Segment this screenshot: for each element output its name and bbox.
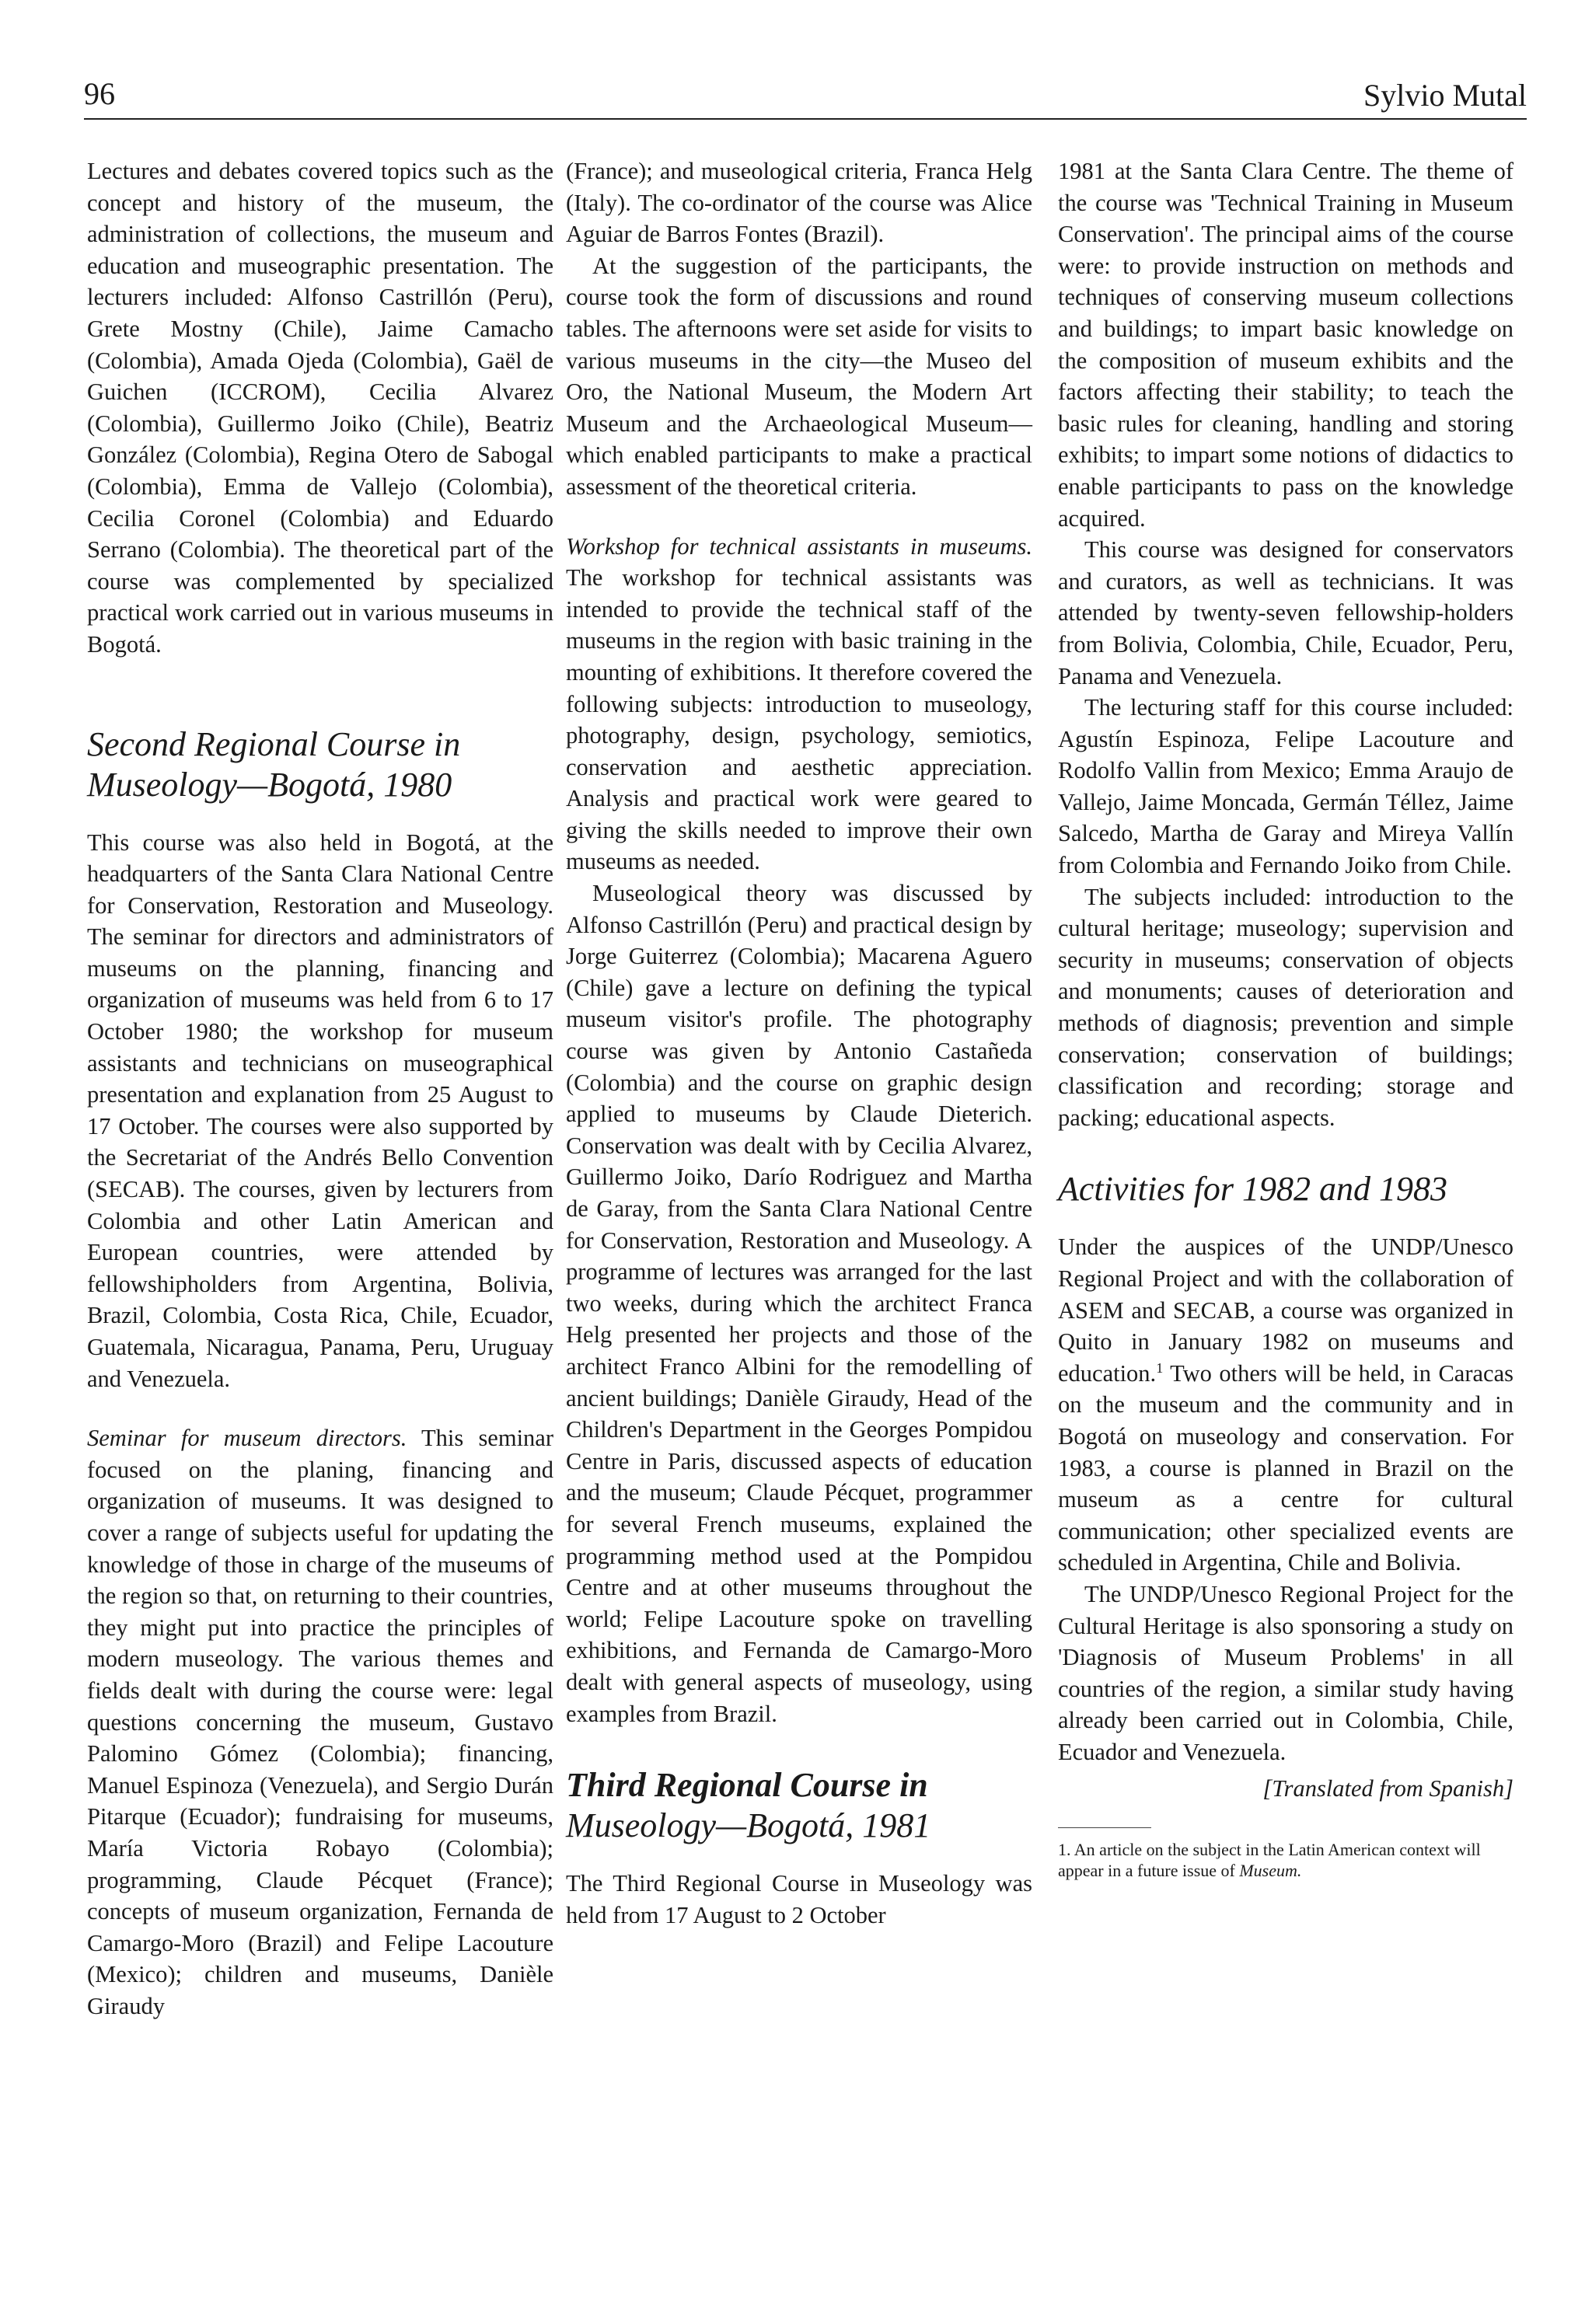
paragraph-text: The workshop for technical assistants was intended to provide the technical staff of the museums in the region with basic training in the mounting of exhibitions. It therefore covered the following subjects: introduction to museology, photography, design, psychology, semiotics, conservation and aesthetic appreciation. Analysis and practical work were geared to giving the skills needed to improve their own museums as needed. bbox=[566, 564, 1032, 875]
paragraph: The lecturing staff for this course included: Agustín Espinoza, Felipe Lacouture and Rodolfo Vallin from Mexico; Emma Araujo de Vallejo, Jaime Moncada, Germán Téllez, Jaime Salcedo, Martha de Garay and Mireya Vallín from Colombia and Fernando Joiko from Chile. bbox=[1058, 694, 1513, 879]
column-3 bbox=[1058, 155, 1513, 1881]
paragraph: 1981 at the Santa Clara Centre. The theme of the course was 'Technical Training in Museum Conservation'. The principal aims of the course were: to provide instruction on methods and techniques of conserving museum collections and buildings; to impart basic knowledge on the composition of museum exhibits and the factors affecting their stability; to teach the basic rules for cleaning, handling and storing exhibits; to impart some notions of didactics to enable participants to pass on the knowledge acquired. bbox=[1058, 158, 1513, 532]
paragraph: At the suggestion of the participants, the course took the form of discussions and round tables. The afternoons were set aside for visits to various museums in the city—the Museo del Oro, the National Museum, the Modern Art Museum and the Archaeological Museum—which enabled participants to make a practical assessment of the theoretical criteria. bbox=[566, 252, 1032, 500]
paragraph-text: Under the auspices of the UNDP/Unesco Regional Project and with the collaboration of ASEM and SECAB, a course was organized in Quito in January 1982 on museums and education. bbox=[1058, 1234, 1513, 1387]
footnote-rule bbox=[1058, 1827, 1151, 1828]
running-header bbox=[84, 72, 1527, 120]
paragraph: Museological theory was discussed by Alfonso Castrillón (Peru) and practical design by Jorge Guiterrez (Colombia); Macarena Aguero (Chile) gave a lecture on defining the typical museum visitor's profile. The photography course was given by Antonio Castañeda (Colombia) and the course on graphic design applied to museums by Claude Dieterich. Conservation was dealt with by Cecilia Alvarez, Guillermo Joiko, Darío Rodriguez and Martha de Garay, from the Santa Clara National Centre for Conservation, Restoration and Museology. A programme of lectures was arranged for the last two weeks, during which the architect Franca Helg presented her projects and those of the architect Franco Albini for the remodelling of ancient buildings; Danièle Giraudy, Head of the Children's Department in the Georges Pompidou Centre in Paris, discussed aspects of education and the museum; Claude Pécquet, programmer for several French museums, explained the programming method used at the Pompidou Centre and at other museums throughout the world; Felipe Lacouture spoke on travelling exhibitions, and Fernanda de Camargo-Moro dealt with general aspects of museology, using examples from Brazil. bbox=[566, 880, 1032, 1727]
paragraph: The Third Regional Course in Museology was held from 17 August to 2 October bbox=[566, 1870, 1032, 1928]
section-heading-second-course bbox=[87, 724, 553, 805]
running-author: Sylvio Mutal bbox=[1363, 78, 1527, 113]
heading-line: Third Regional Course in bbox=[566, 1766, 928, 1805]
heading-line: Museology—Bogotá, 1980 bbox=[87, 765, 452, 804]
run-in-heading: Workshop for technical assistants in museums. bbox=[566, 532, 1032, 560]
paragraph bbox=[87, 1422, 553, 2022]
column-2 bbox=[566, 155, 1032, 1931]
paragraph-text: Two others will be held, in Caracas on the museum and the community and in Bogotá on museology and conservation. For 1983, a course is planned in Brazil on the museum as a centre for cultural communication; other specialized events are scheduled in Argentina, Chile and Bolivia. bbox=[1058, 1359, 1513, 1576]
header-rule bbox=[84, 118, 1527, 120]
paragraph: Lectures and debates covered topics such as the concept and history of the museum, the administration of collections, the museum and education and museographic presentation. The lecturers included: Alfonso Castrillón (Peru), Grete Mostny (Chile), Jaime Camacho (Colombia), Amada Ojeda (Colombia), Gaël de Guichen (ICCROM), Cecilia Alvarez (Colombia), Guillermo Joiko (Chile), Beatriz González (Colombia), Regina Otero de Sabogal (Colombia), Emma de Vallejo (Colombia), Cecilia Coronel (Colombia) and Eduardo Serrano (Colombia). The theoretical part of the course was complemented by specialized practical work carried out in various museums in Bogotá. bbox=[87, 158, 553, 658]
paragraph: The subjects included: introduction to the cultural heritage; museology; supervision and security in museums; conservation of objects and monuments; causes of deterioration and methods of diagnosis; prevention and simple conservation; conservation of buildings; classification and recording; storage and packing; educational aspects. bbox=[1058, 883, 1513, 1131]
paragraph: This course was designed for conservators and curators, as well as technicians. It was attended by twenty-seven fellowship-holders from Bolivia, Colombia, Chile, Ecuador, Peru, Panama and Venezuela. bbox=[1058, 536, 1513, 689]
page-number: 96 bbox=[84, 76, 115, 111]
translation-note: [Translated from Spanish] bbox=[1262, 1774, 1513, 1802]
paragraph bbox=[1058, 1231, 1513, 1579]
section-heading-third-course bbox=[566, 1765, 1032, 1846]
paragraph bbox=[566, 531, 1032, 878]
paragraph-text: This seminar focused on the planing, financing and organization of museums. It was designed to cover a range of subjects useful for updating the knowledge of those in charge of the museums of the region so that, on returning to their countries, they might put into practice the principles of modern museology. The various themes and fields dealt with during the course were: legal questions concerning the museum, Gustavo Palomino Gómez (Colombia); financing, Manuel Espinoza (Venezuela), and Sergio Durán Pitarque (Ecuador); fundraising for museums, María Victoria Robayo (Colombia); programming, Claude Pécquet (France); concepts of museum organization, Fernanda de Camargo-Moro (Brazil) and Felipe Lacouture (Mexico); children and museums, Danièle Giraudy bbox=[87, 1425, 553, 2019]
heading-line: Second Regional Course in bbox=[87, 724, 461, 763]
footnote-journal: Museum. bbox=[1239, 1861, 1302, 1881]
paragraph: The UNDP/Unesco Regional Project for the Cultural Heritage is also sponsoring a study on 'Diagnosis of Museum Problems' in all countries of the region, a similar study having already been carried out in Colombia, Chile, Ecuador and Venezuela. bbox=[1058, 1580, 1513, 1765]
section-heading-activities: Activities for 1982 and 1983 bbox=[1058, 1170, 1448, 1209]
paragraph: This course was also held in Bogotá, at the headquarters of the Santa Clara National Centre for Conservation, Restoration and Museology. The seminar for directors and administrators of museums on the planning, financing and organization of museums was held from 6 to 17 October 1980; the workshop for museum assistants and technicians on museographical presentation and explanation from 25 August to 17 October. The courses were also supported by the Secretariat of the Andrés Bello Convention (SECAB). The courses, given by lecturers from Colombia and other Latin American and European countries, were attended by fellowshipholders from Argentina, Bolivia, Brazil, Colombia, Costa Rica, Chile, Ecuador, Guatemala, Nicaragua, Panama, Peru, Uruguay and Venezuela. bbox=[87, 829, 553, 1392]
column-1 bbox=[87, 155, 553, 2022]
footnote bbox=[1058, 1839, 1513, 1881]
heading-line: Museology—Bogotá, 1981 bbox=[566, 1806, 931, 1845]
footnote-marker: 1 bbox=[1156, 1359, 1164, 1376]
paragraph: (France); and museological criteria, Franca Helg (Italy). The co-ordinator of the course was Alice Aguiar de Barros Fontes (Brazil). bbox=[566, 158, 1032, 248]
run-in-heading: Seminar for museum directors. bbox=[87, 1425, 407, 1452]
footnote-text: 1. An article on the subject in the Latin American context will appear in a future issue of bbox=[1058, 1840, 1481, 1881]
